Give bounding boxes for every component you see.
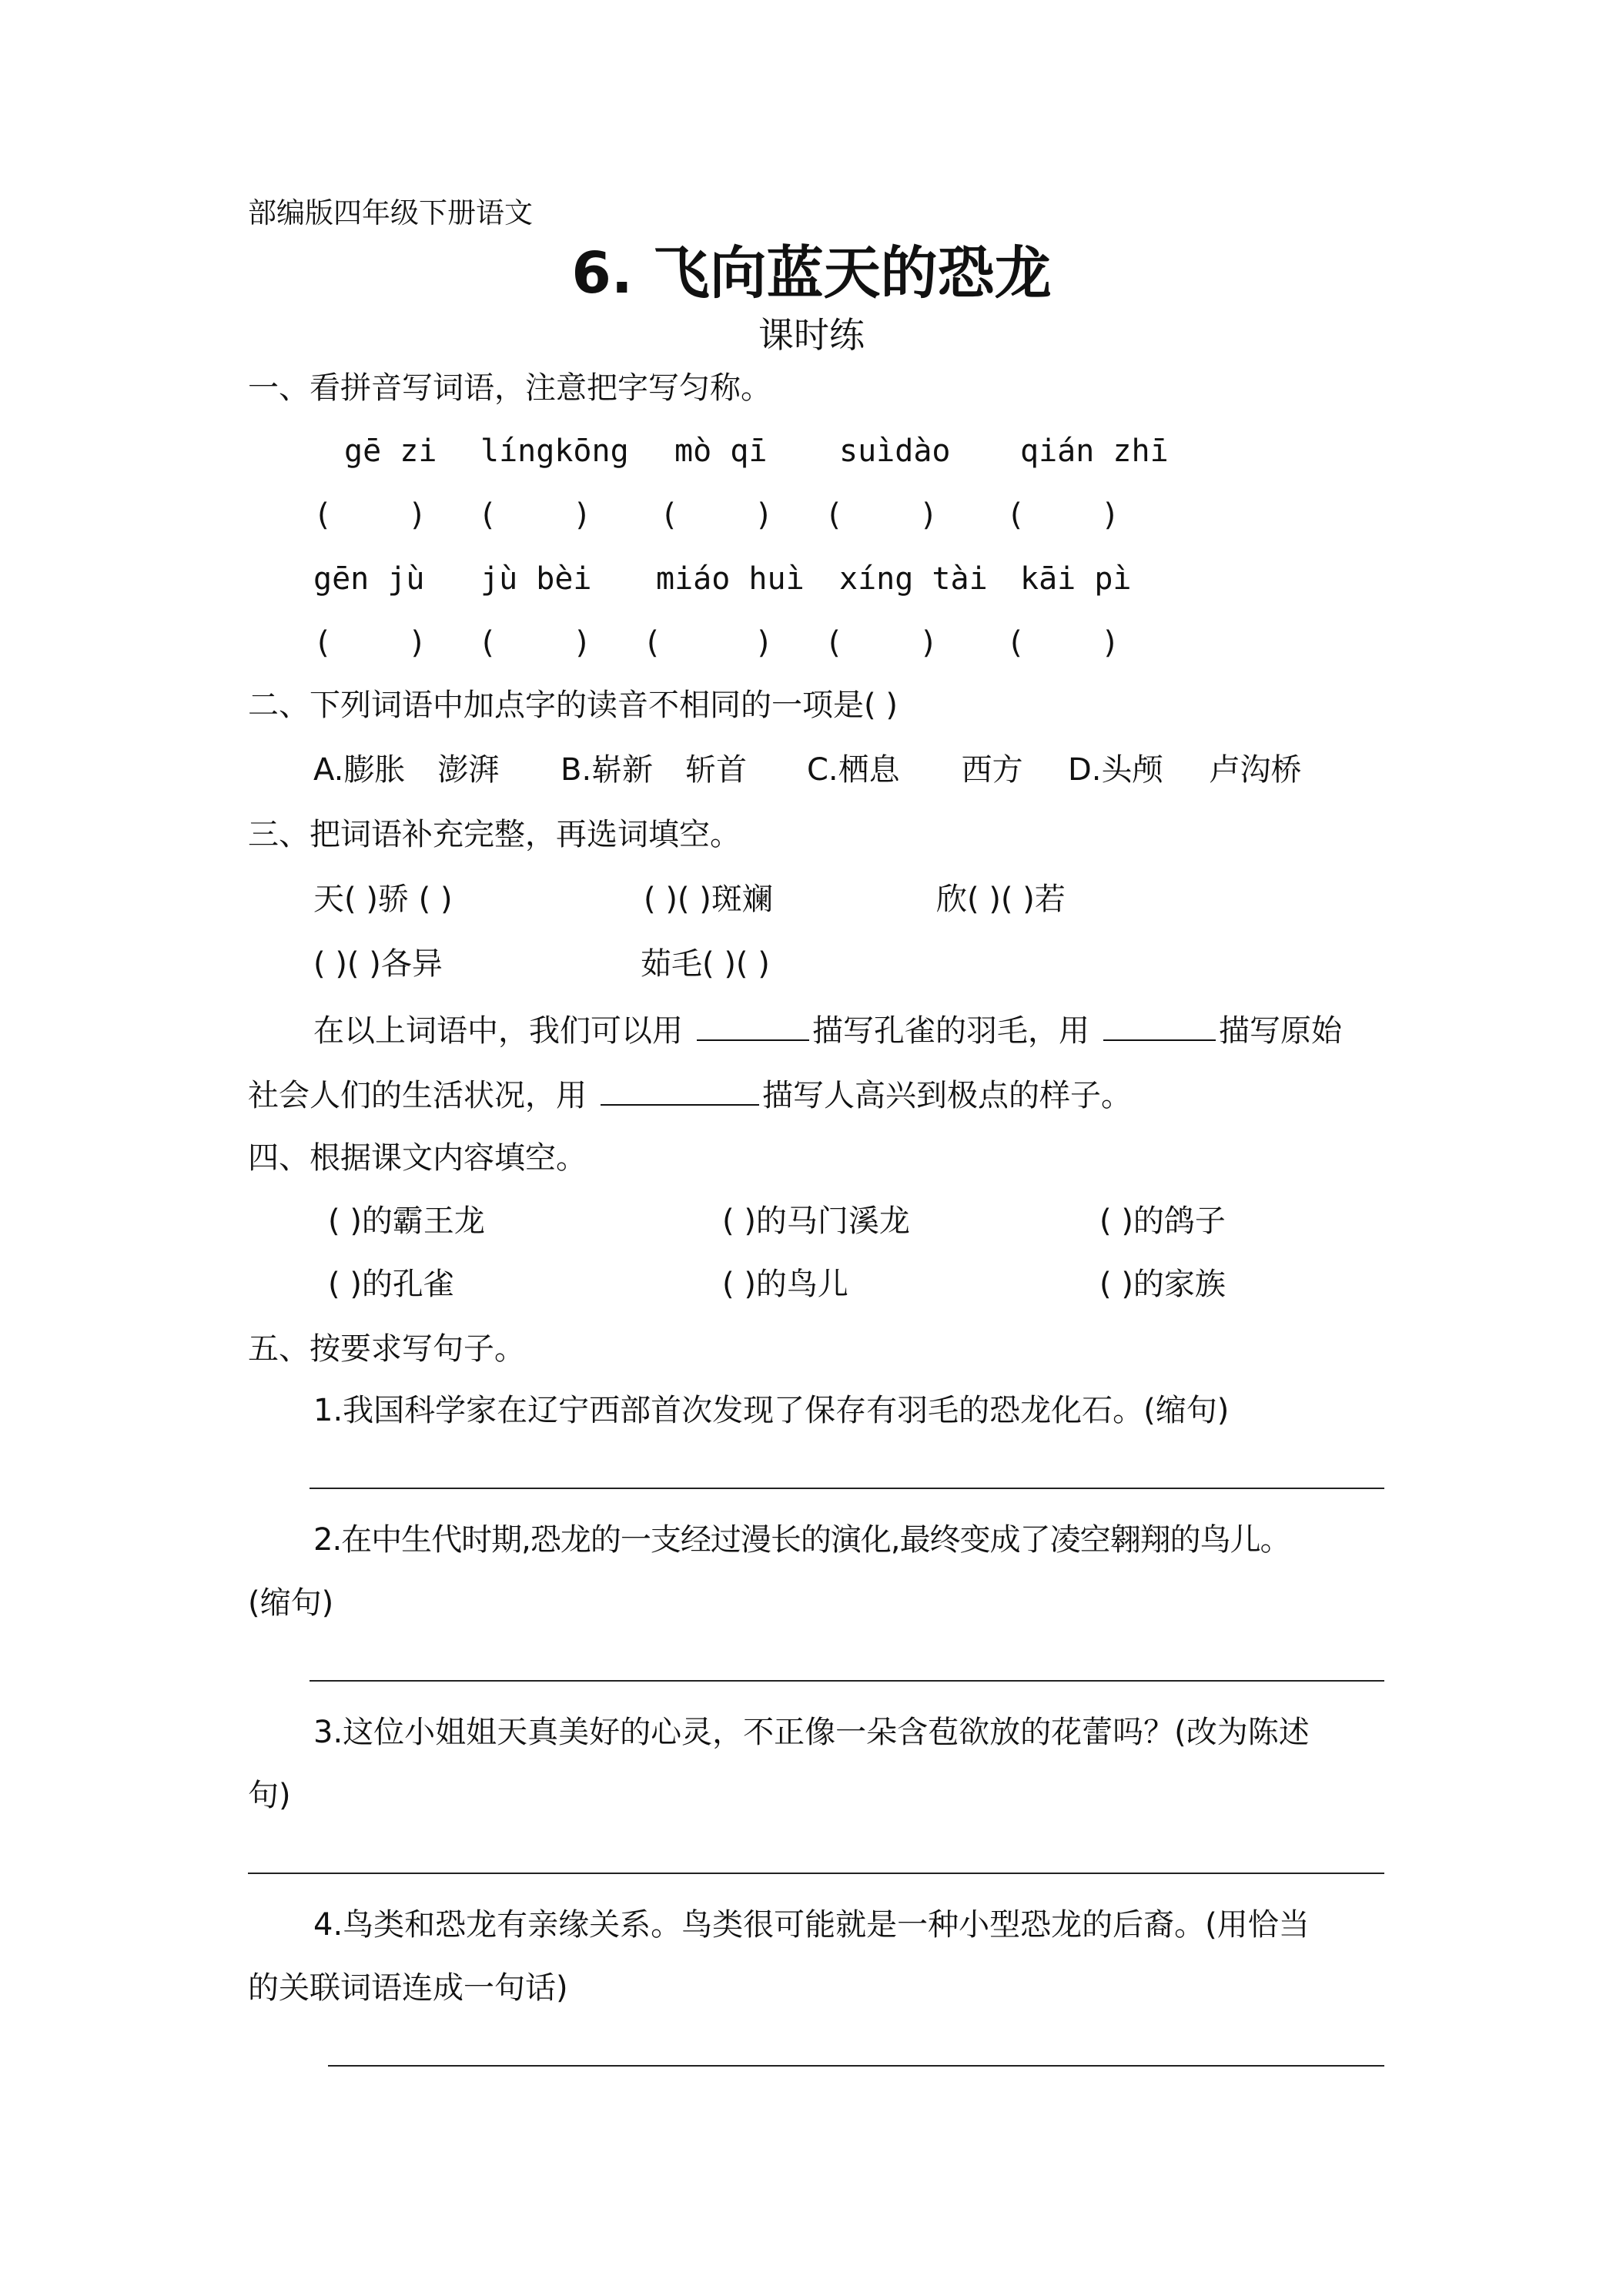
idiom-3[interactable]: 欣( )( )若 [936, 882, 1066, 917]
answer-blank-r1-4[interactable]: ( ) [828, 497, 935, 533]
pinyin-r2-4: xíng tài [839, 561, 988, 597]
question-2-line2: (缩句) [248, 1585, 334, 1621]
option-a-letter: A. [313, 752, 344, 788]
idiom-4[interactable]: ( )( )各异 [313, 946, 443, 982]
option-b-word2: 斩首 [685, 752, 748, 788]
option-c-letter: C. [807, 752, 838, 788]
describe-6[interactable]: ( )的家族 [1099, 1267, 1226, 1302]
option-a[interactable] [313, 752, 500, 788]
fill-blank-happiness[interactable] [601, 1078, 759, 1106]
option-d[interactable] [1068, 752, 1302, 788]
section4-heading: 四、根据课文内容填空。 [248, 1140, 587, 1176]
pinyin-r2-5: kāi pì [1020, 561, 1132, 597]
describe-2[interactable]: ( )的马门溪龙 [722, 1203, 910, 1239]
answer-line-2[interactable] [310, 1680, 1384, 1682]
question-4-line1: 4.鸟类和恐龙有亲缘关系。鸟类很可能就是一种小型恐龙的后裔。(用恰当 [313, 1907, 1310, 1943]
section5-heading: 五、按要求写句子。 [248, 1331, 525, 1367]
option-d-word1: 头颅 [1101, 752, 1163, 788]
option-d-letter: D. [1068, 752, 1102, 788]
lesson-subtitle: 课时练 [758, 314, 865, 356]
section1-heading: 一、看拼音写词语，注意把字写匀称。 [248, 370, 771, 406]
option-b-letter: B. [561, 752, 592, 788]
option-d-word2: 卢沟桥 [1209, 752, 1302, 788]
lesson-title: 6. 飞向蓝天的恐龙 [571, 240, 1052, 306]
answer-blank-r1-3[interactable]: ( ) [664, 497, 770, 533]
describe-3[interactable]: ( )的鸽子 [1099, 1203, 1226, 1239]
describe-1[interactable]: ( )的霸王龙 [328, 1203, 485, 1239]
question-1: 1.我国科学家在辽宁西部首次发现了保存有羽毛的恐龙化石。(缩句) [313, 1393, 1230, 1428]
option-a-word2: 澎湃 [437, 752, 500, 788]
option-c-word2: 西方 [961, 752, 1023, 788]
pinyin-r2-1: gēn jù [313, 561, 425, 597]
question-3-line1: 3.这位小姐姐天真美好的心灵，不正像一朵含苞欲放的花蕾吗？(改为陈述 [313, 1715, 1310, 1750]
answer-line-1[interactable] [310, 1488, 1384, 1489]
idiom-1[interactable]: 天( )骄 ( ) [313, 882, 453, 917]
answer-blank-r2-5[interactable]: ( ) [1010, 625, 1116, 661]
answer-blank-r2-2[interactable]: ( ) [482, 625, 588, 661]
answer-blank-r1-1[interactable]: ( ) [317, 497, 423, 533]
idiom-2[interactable]: ( )( )斑斓 [644, 882, 773, 917]
pinyin-r2-3: miáo huì [656, 561, 805, 597]
describe-4[interactable]: ( )的孔雀 [328, 1267, 454, 1302]
idiom-5[interactable]: 茹毛( )( ) [641, 946, 770, 982]
pinyin-r1-4: suìdào [839, 433, 951, 469]
fill-sentence-line2: 社会人们的生活状况，用 描写人高兴到极点的样子。 [248, 1078, 1132, 1113]
question-4-line2: 的关联词语连成一句话) [248, 1970, 568, 2006]
pinyin-r1-5: qián zhī [1020, 433, 1169, 469]
fill-blank-primitive-life[interactable] [1103, 1013, 1216, 1041]
pinyin-r2-2: jù bèi [480, 561, 592, 597]
answer-line-4[interactable] [328, 2065, 1384, 2067]
answer-blank-r2-4[interactable]: ( ) [828, 625, 935, 661]
fill-sentence-line1: 在以上词语中，我们可以用 描写孔雀的羽毛，用 描写原始 [313, 1013, 1342, 1049]
pinyin-r1-3: mò qī [674, 433, 768, 469]
section2-heading: 二、下列词语中加点字的读音不相同的一项是( ) [248, 688, 898, 723]
fill-blank-feathers[interactable] [697, 1013, 809, 1041]
describe-5[interactable]: ( )的鸟儿 [722, 1267, 848, 1302]
section3-heading: 三、把词语补充完整，再选词填空。 [248, 817, 741, 852]
pinyin-r1-2: língkōng [480, 433, 629, 469]
option-b[interactable] [561, 752, 748, 788]
option-c[interactable] [807, 752, 1023, 788]
answer-blank-r2-3[interactable]: ( ) [647, 625, 770, 661]
answer-blank-r2-1[interactable]: ( ) [317, 625, 423, 661]
option-a-word1: 膨胀 [343, 752, 406, 788]
textbook-header: 部编版四年级下册语文 [248, 196, 533, 229]
pinyin-r1-1: gē zi [344, 433, 437, 469]
answer-blank-r1-2[interactable]: ( ) [482, 497, 588, 533]
question-3-line2: 句) [248, 1778, 291, 1813]
option-b-word1: 崭新 [591, 752, 654, 788]
option-c-word1: 栖息 [838, 752, 900, 788]
answer-line-3[interactable] [248, 1873, 1384, 1874]
answer-blank-r1-5[interactable]: ( ) [1010, 497, 1116, 533]
question-2-line1: 2.在中生代时期,恐龙的一支经过漫长的演化,最终变成了凌空翱翔的鸟儿。 [313, 1522, 1290, 1558]
